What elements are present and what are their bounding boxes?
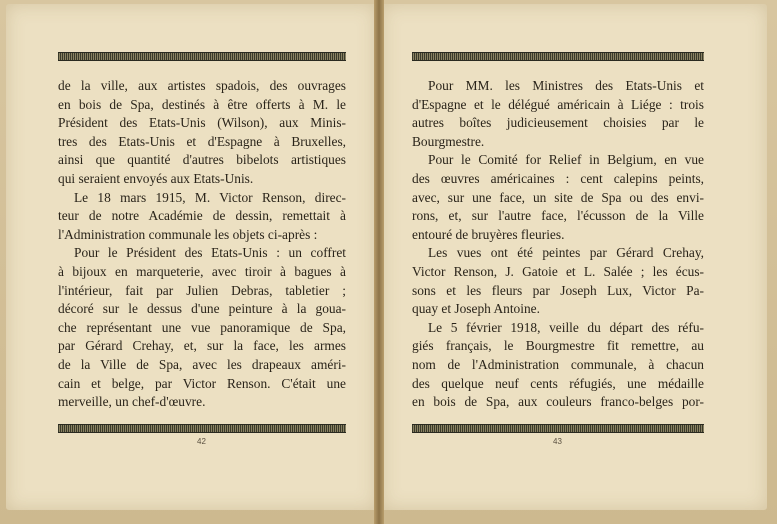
right-page-text-line: des œuvres américaines : cent calepins peints, [412,170,704,186]
left-page-text-line: merveille, un chef-d'œuvre. [58,394,206,410]
left-page-text-line: tres des Etats-Unis et d'Espagne à Bruxelles, [58,133,346,149]
left-bottom-rule [58,424,346,433]
right-page-text-line: nom de l'Administration communale, à chacun [412,356,704,372]
left-page-text-line: Pour le Président des Etats-Unis : un coffret [74,245,346,261]
right-page-text-line: d'Espagne et le délégué américain à Liége : trois [412,96,704,112]
right-page-text-line: Pour le Comité for Relief in Belgium, en vue [428,152,704,168]
left-page-text-line: décoré sur le dessus d'une peinture à la goua- [58,301,346,317]
left-page-text-line: qui seraient envoyés aux Etats-Unis. [58,170,254,186]
left-page-text-line: par Gérard Crehay, et, sur la face, les armes [58,338,346,354]
left-page-text-line: de la Ville de Spa, avec les drapeaux améri- [58,356,346,372]
right-page-text-line: Le 5 février 1918, veille du départ des réfu- [428,319,704,335]
right-page-text-line: Victor Renson, J. Gatoie et L. Salée ; les écus- [412,263,704,279]
book-gutter [374,0,384,524]
right-page-text-line: entouré de bruyères fleuries. [412,226,565,242]
right-page-text-line: rons, et, sur l'autre face, l'écusson de la Ville [412,208,704,224]
right-page-text-line: Pour MM. les Ministres des Etats-Unis et [428,78,704,93]
left-page-text-line: Le 18 mars 1915, M. Victor Renson, direc- [74,189,346,205]
left-page-text-line: teur de notre Académie de dessin, remettait à [58,208,346,224]
right-page-text-line: sons et les fleurs par Joseph Lux, Victor Pa- [412,282,704,298]
left-page-text-line: en bois de Spa, destinés à être offerts à M. le [58,96,346,112]
right-top-rule [412,52,704,61]
left-page-text-line: à bijoux en marqueterie, avec tiroir à bagues à [58,263,346,279]
left-page-number: 42 [197,437,206,446]
left-page-text-line: l'intérieur, fait par Julien Debras, tabletier ; [58,282,346,298]
left-page-text-line: l'Administration communale les objets ci-après : [58,226,318,242]
left-page-text-line: cain et belge, par Victor Renson. C'était une [58,375,346,391]
left-page-text-line: Président des Etats-Unis (Wilson), aux Minis- [58,115,346,131]
right-page-text-line: des quelque neuf cents réfugiés, une médaille [412,375,704,391]
right-bottom-rule [412,424,704,433]
right-page-number: 43 [553,437,562,446]
left-page-text-line: che représentant une vue panoramique de Spa, [58,319,346,335]
right-page-text-line: autres boîtes judicieusement choisies par le [412,115,704,131]
right-page-text-line: en bois de Spa, aux couleurs franco-belges por- [412,394,704,410]
left-page-text-line: de la ville, aux artistes spadois, des ouvrages [58,78,346,93]
right-page-text-line: Bourgmestre. [412,133,485,149]
right-page-text [412,77,704,412]
left-page-text-line: ainsi que quantité d'autres bibelots artistiques [58,152,346,168]
right-page-text-line: avec, sur une face, un site de Spa ou des envi- [412,189,704,205]
left-top-rule [58,52,346,61]
right-page-text-line: giés français, le Bourgmestre fit remettre, au [412,338,704,354]
right-page-text-line: quay et Joseph Antoine. [412,301,540,317]
left-page-text [58,77,346,412]
right-page-text-line: Les vues ont été peintes par Gérard Crehay, [428,245,704,261]
